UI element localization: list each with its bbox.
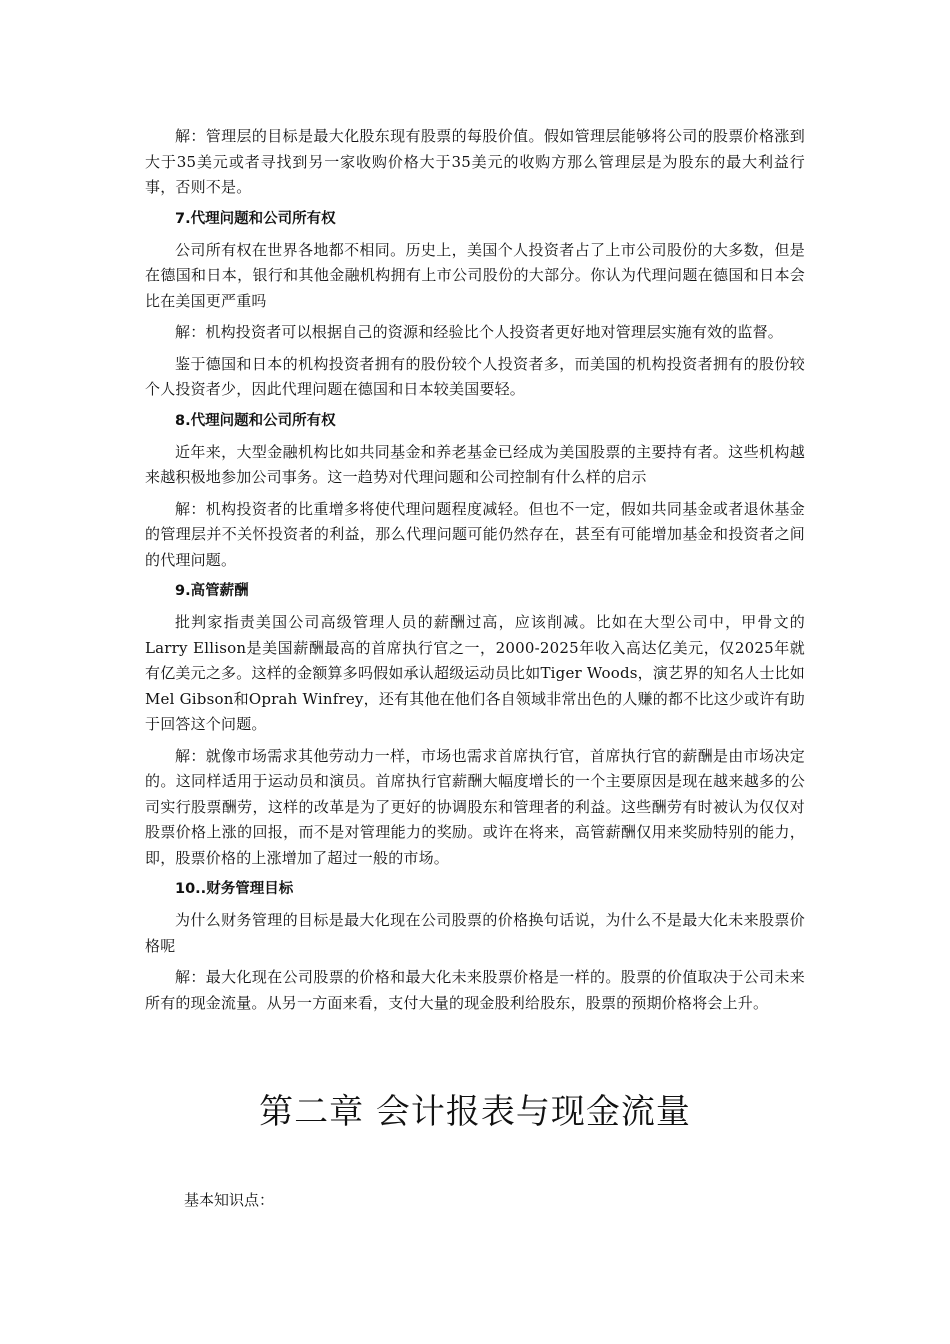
question-paragraph: 批判家指责美国公司高级管理人员的薪酬过高，应该削减。比如在大型公司中，甲骨文的Larry Ellison是美国薪酬最高的首席执行官之一，2000-2025年收入高达亿美元，仅2025年就有亿美元之多。这样的金额算多吗假如承认超级运动员比如Tiger Woods，演艺界的知名人士比如Mel Gibson和Oprah Winfrey，还有其他在他们各自领域非常出色的人赚的都不比这少或许有助于回答这个问题。 [145, 613, 805, 733]
chapter-title: 第二章 会计报表与现金流量 [259, 1092, 691, 1132]
section-heading-8: 8.代理问题和公司所有权 [175, 412, 336, 429]
section-heading-7: 7.代理问题和公司所有权 [175, 210, 336, 227]
answer-paragraph: 解：管理层的目标是最大化股东现有股票的每股价值。假如管理层能够将公司的股票价格涨到大于35美元或者寻找到另一家收购价格大于35美元的收购方那么管理层是为股东的最大利益行事，否则不是。 [145, 127, 805, 196]
answer-paragraph: 解：最大化现在公司股票的价格和最大化未来股票价格是一样的。股票的价值取决于公司未来所有的现金流量。从另一方面来看，支付大量的现金股利给股东，股票的预期价格将会上升。 [145, 968, 805, 1012]
question-paragraph: 公司所有权在世界各地都不相同。历史上，美国个人投资者占了上市公司股份的大多数，但是在德国和日本，银行和其他金融机构拥有上市公司股份的大部分。你认为代理问题在德国和日本会比在美国更严重吗 [145, 240, 805, 310]
answer-paragraph: 解：就像市场需求其他劳动力一样，市场也需求首席执行官，首席执行官的薪酬是由市场决定的。这同样适用于运动员和演员。首席执行官薪酬大幅度增长的一个主要原因是现在越来越多的公司实行股票酬劳，这样的改革是为了更好的协调股东和管理者的利益。这些酬劳有时被认为仅仅对股票价格上涨的回报，而不是对管理能力的奖励。或许在将来，高管薪酬仅用来奖励特别的能力，即，股票价格的上涨增加了超过一般的市场。 [145, 746, 805, 867]
answer-paragraph: 鉴于德国和日本的机构投资者拥有的股份较个人投资者多，而美国的机构投资者拥有的股份较个人投资者少，因此代理问题在德国和日本较美国要轻。 [145, 354, 805, 398]
basic-knowledge-label: 基本知识点： [184, 1191, 275, 1209]
question-paragraph: 为什么财务管理的目标是最大化现在公司股票的价格换句话说，为什么不是最大化未来股票价格呢 [145, 911, 805, 955]
question-paragraph: 近年来，大型金融机构比如共同基金和养老基金已经成为美国股票的主要持有者。这些机构越来越积极地参加公司事务。这一趋势对代理问题和公司控制有什么样的启示 [145, 442, 805, 486]
section-heading-10: 10..财务管理目标 [175, 881, 294, 897]
document-body [145, 124, 805, 1022]
section-heading-9: 9.高管薪酬 [175, 583, 249, 599]
answer-paragraph: 解：机构投资者可以根据自己的资源和经验比个人投资者更好地对管理层实施有效的监督。 [175, 323, 784, 341]
answer-paragraph: 解：机构投资者的比重增多将使代理问题程度减轻。但也不一定，假如共同基金或者退休基金的管理层并不关怀投资者的利益，那么代理问题可能仍然存在，甚至有可能增加基金和投资者之间的代理问题。 [145, 499, 805, 569]
